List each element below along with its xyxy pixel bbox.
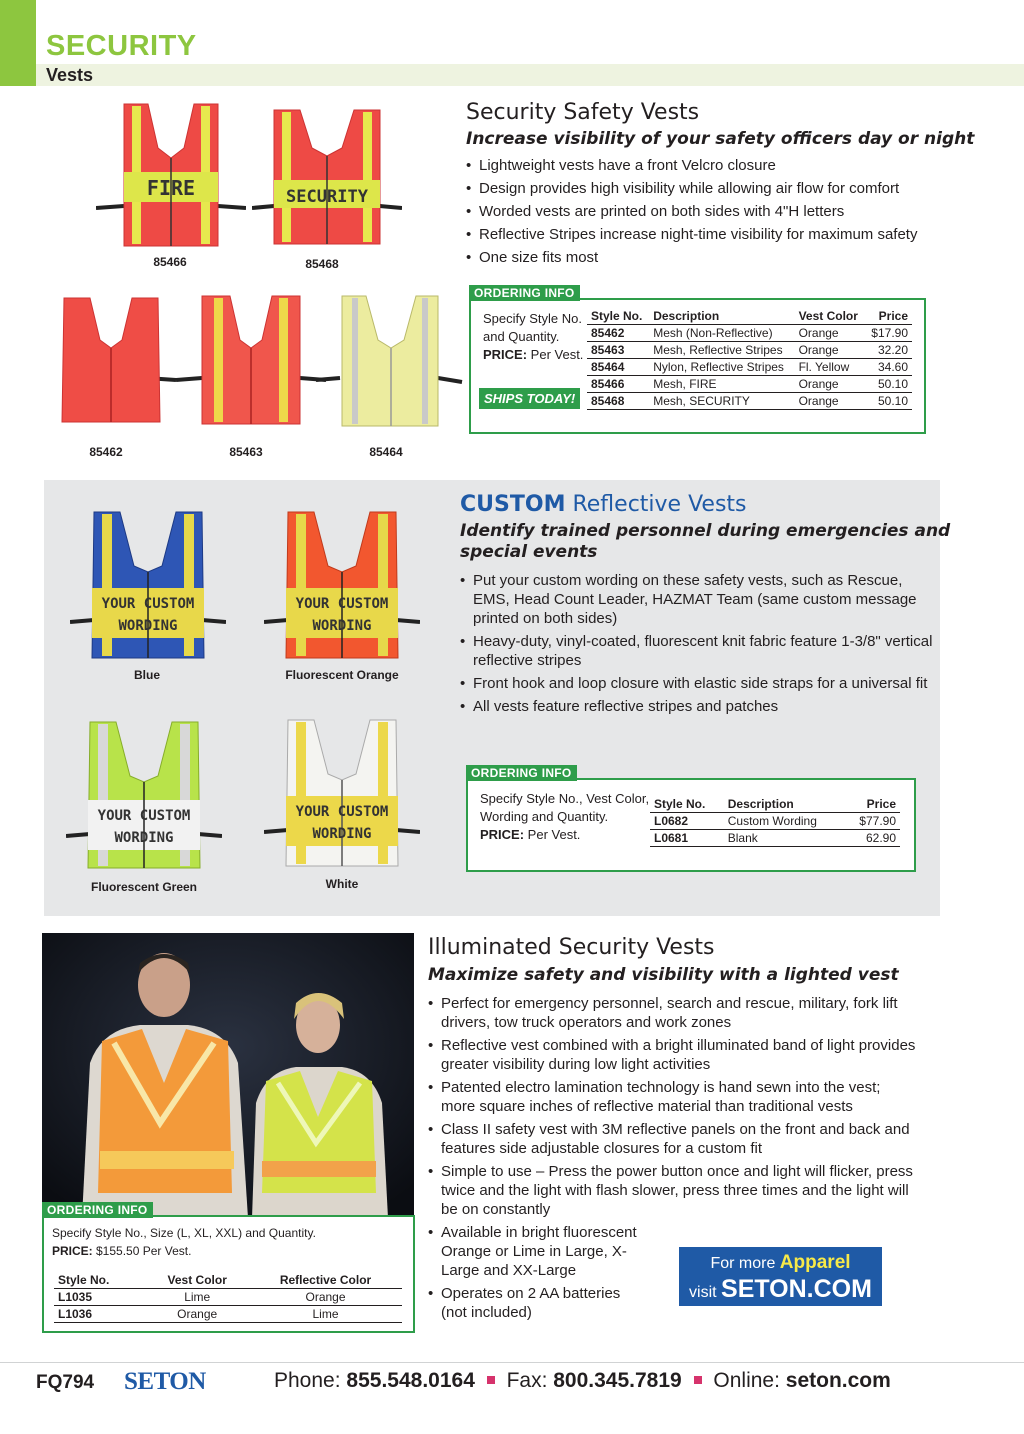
illuminated-vests-photo [42, 933, 414, 1218]
table-row: L1036 Orange Lime [54, 1306, 402, 1323]
vest-caption: 85464 [369, 445, 403, 459]
vest-caption: 85463 [229, 445, 263, 459]
feature-item: • Available in bright fluorescent Orange or Lime in Large, X-Large and XX-Large [428, 1223, 641, 1280]
vest-caption: Fluorescent Orange [285, 668, 399, 682]
feature-list [466, 156, 1006, 271]
vest-image-85466 [96, 98, 246, 250]
feature-item: • Perfect for emergency personnel, search and rescue, military, fork lift drivers, tow truck operators and work zones [428, 994, 918, 1032]
feature-item: • Lightweight vests have a front Velcro closure [466, 156, 1006, 175]
feature-item: • Heavy-duty, vinyl-coated, fluorescent knit fabric feature 1-3/8" vertical reflective stripes [460, 632, 938, 670]
header-band [36, 64, 1024, 86]
page-subtitle: Vests [46, 65, 94, 85]
table-row: 85468 Mesh, SECURITY Orange 50.10 [587, 393, 912, 410]
vest-image-fluorescent-orange [264, 506, 420, 662]
table-row: 85464 Nylon, Reflective Stripes Fl. Yellow 34.60 [587, 359, 912, 376]
vest-caption: 85466 [153, 255, 187, 269]
feature-list [460, 571, 938, 720]
table-row: 85462 Mesh (Non-Reflective) Orange $17.90 [587, 325, 912, 342]
page-title: SECURITY [46, 30, 197, 62]
vest-caption: Fluorescent Green [90, 880, 198, 894]
svg-text:YOUR CUSTOM: YOUR CUSTOM [101, 596, 195, 612]
feature-item: • One size fits most [466, 248, 1006, 267]
svg-text:YOUR CUSTOM: YOUR CUSTOM [97, 808, 191, 824]
feature-item: • Put your custom wording on these safety vests, such as Rescue, EMS, Head Count Leader, HAZMAT Team (same custom message printed on both sides) [460, 571, 938, 628]
ships-today-badge: SHIPS TODAY! [479, 388, 580, 409]
feature-item: • All vests feature reflective stripes and patches [460, 697, 938, 716]
contact-line: Phone: 855.548.0164 Fax: 800.345.7819 Online: seton.com [274, 1369, 891, 1392]
feature-item: • Simple to use – Press the power button once and light will flicker, press twice and the light with flash slower, press three times and the light will be on constantly [428, 1162, 918, 1219]
svg-text:YOUR CUSTOM: YOUR CUSTOM [295, 804, 389, 820]
table-row: 85463 Mesh, Reflective Stripes Orange 32.20 [587, 342, 912, 359]
vest-caption: 85462 [89, 445, 123, 459]
fax-number: 800.345.7819 [553, 1369, 682, 1392]
ordering-table: Style No. Description Vest Color Price 85462 Mesh (Non-Reflective) Orange $17.90 85463 Mesh, Reflective Stripes Orange 32.20 85464 Nylon, Reflective Stripes Fl. Yellow 34.60 85466 Mesh, FIRE Orange 50.10 85468 Mesh, SECURITY Orange 50.10 [587, 308, 912, 410]
feature-item: • Front hook and loop closure with elastic side straps for a universal fit [460, 674, 938, 693]
ordering-table: Style No. Description Price L0682 Custom Wording $77.90 L0681 Blank 62.90 [650, 796, 900, 847]
vest-caption: White [325, 877, 359, 891]
vest-image-85463 [176, 290, 326, 430]
svg-text:WORDING: WORDING [312, 618, 372, 634]
vest-image-blue [70, 506, 226, 662]
vest-image-85464 [316, 290, 466, 430]
feature-item: • Reflective Stripes increase night-time visibility for maximum safety [466, 225, 1006, 244]
table-row: L0681 Blank 62.90 [650, 830, 900, 847]
vest-image-fluorescent-green [66, 716, 222, 872]
section-title: CUSTOM Reflective Vests [460, 492, 747, 517]
ordering-instructions: Specify Style No., Size (L, XL, XXL) and Quantity. PRICE: $155.50 Per Vest. [52, 1226, 316, 1258]
seton-logo: SETON [124, 1368, 206, 1395]
ordering-table: Style No. Vest Color Reflective Color L1035 Lime Orange L1036 Orange Lime [54, 1272, 402, 1323]
ordering-instructions: Specify Style No. and Quantity. PRICE: Per Vest. [483, 311, 584, 362]
ordering-instructions: Specify Style No., Vest Color, Wording and Quantity. PRICE: Per Vest. [480, 791, 650, 842]
feature-item: • Design provides high visibility while allowing air flow for comfort [466, 179, 1006, 198]
separator-square [487, 1376, 495, 1384]
vest-caption: 85468 [305, 257, 339, 271]
vest-caption: Blue [133, 668, 160, 682]
page-code: FQ794 [36, 1372, 95, 1393]
ordering-info-tag: ORDERING INFO [42, 1202, 153, 1218]
table-row: L0682 Custom Wording $77.90 [650, 813, 900, 830]
footer-divider [0, 1362, 1024, 1363]
feature-item: • Worded vests are printed on both sides with 4"H letters [466, 202, 1006, 221]
vest-word-security: SECURITY [286, 187, 368, 207]
section-subtitle: Increase visibility of your safety officers day or night [466, 129, 975, 149]
ordering-info-tag: ORDERING INFO [466, 765, 577, 781]
seton-apparel-promo[interactable]: For more Apparel visit SETON.COM [679, 1247, 882, 1306]
header-accent-bar [0, 0, 36, 86]
vest-image-white [264, 714, 420, 870]
vest-image-85462 [36, 290, 186, 430]
section-subtitle: Maximize safety and visibility with a lighted vest [428, 965, 899, 985]
svg-text:WORDING: WORDING [312, 826, 372, 842]
feature-item: • Reflective vest combined with a bright illuminated band of light provides greater visibility during low light activities [428, 1036, 918, 1074]
svg-text:WORDING: WORDING [114, 830, 174, 846]
section-title: Illuminated Security Vests [428, 935, 715, 960]
vest-word-fire: FIRE [146, 176, 196, 200]
svg-text:WORDING: WORDING [118, 618, 178, 634]
feature-item: • Patented electro lamination technology is hand sewn into the vest; more square inches of reflective material than traditional vests [428, 1078, 918, 1116]
website-link[interactable]: seton.com [785, 1369, 891, 1392]
table-row: 85466 Mesh, FIRE Orange 50.10 [587, 376, 912, 393]
feature-item: • Operates on 2 AA batteries (not included) [428, 1284, 641, 1322]
section-subtitle: Identify trained personnel during emergencies and special events [460, 521, 951, 562]
separator-square [694, 1376, 702, 1384]
section-title: Security Safety Vests [466, 100, 700, 125]
phone-number[interactable]: 855.548.0164 [346, 1369, 475, 1392]
vest-image-85468 [252, 98, 402, 250]
svg-text:YOUR CUSTOM: YOUR CUSTOM [295, 596, 389, 612]
feature-item: • Class II safety vest with 3M reflective panels on the front and back and features side adjustable closures for a custom fit [428, 1120, 918, 1158]
table-row: L1035 Lime Orange [54, 1289, 402, 1306]
ordering-info-tag: ORDERING INFO [469, 285, 580, 301]
